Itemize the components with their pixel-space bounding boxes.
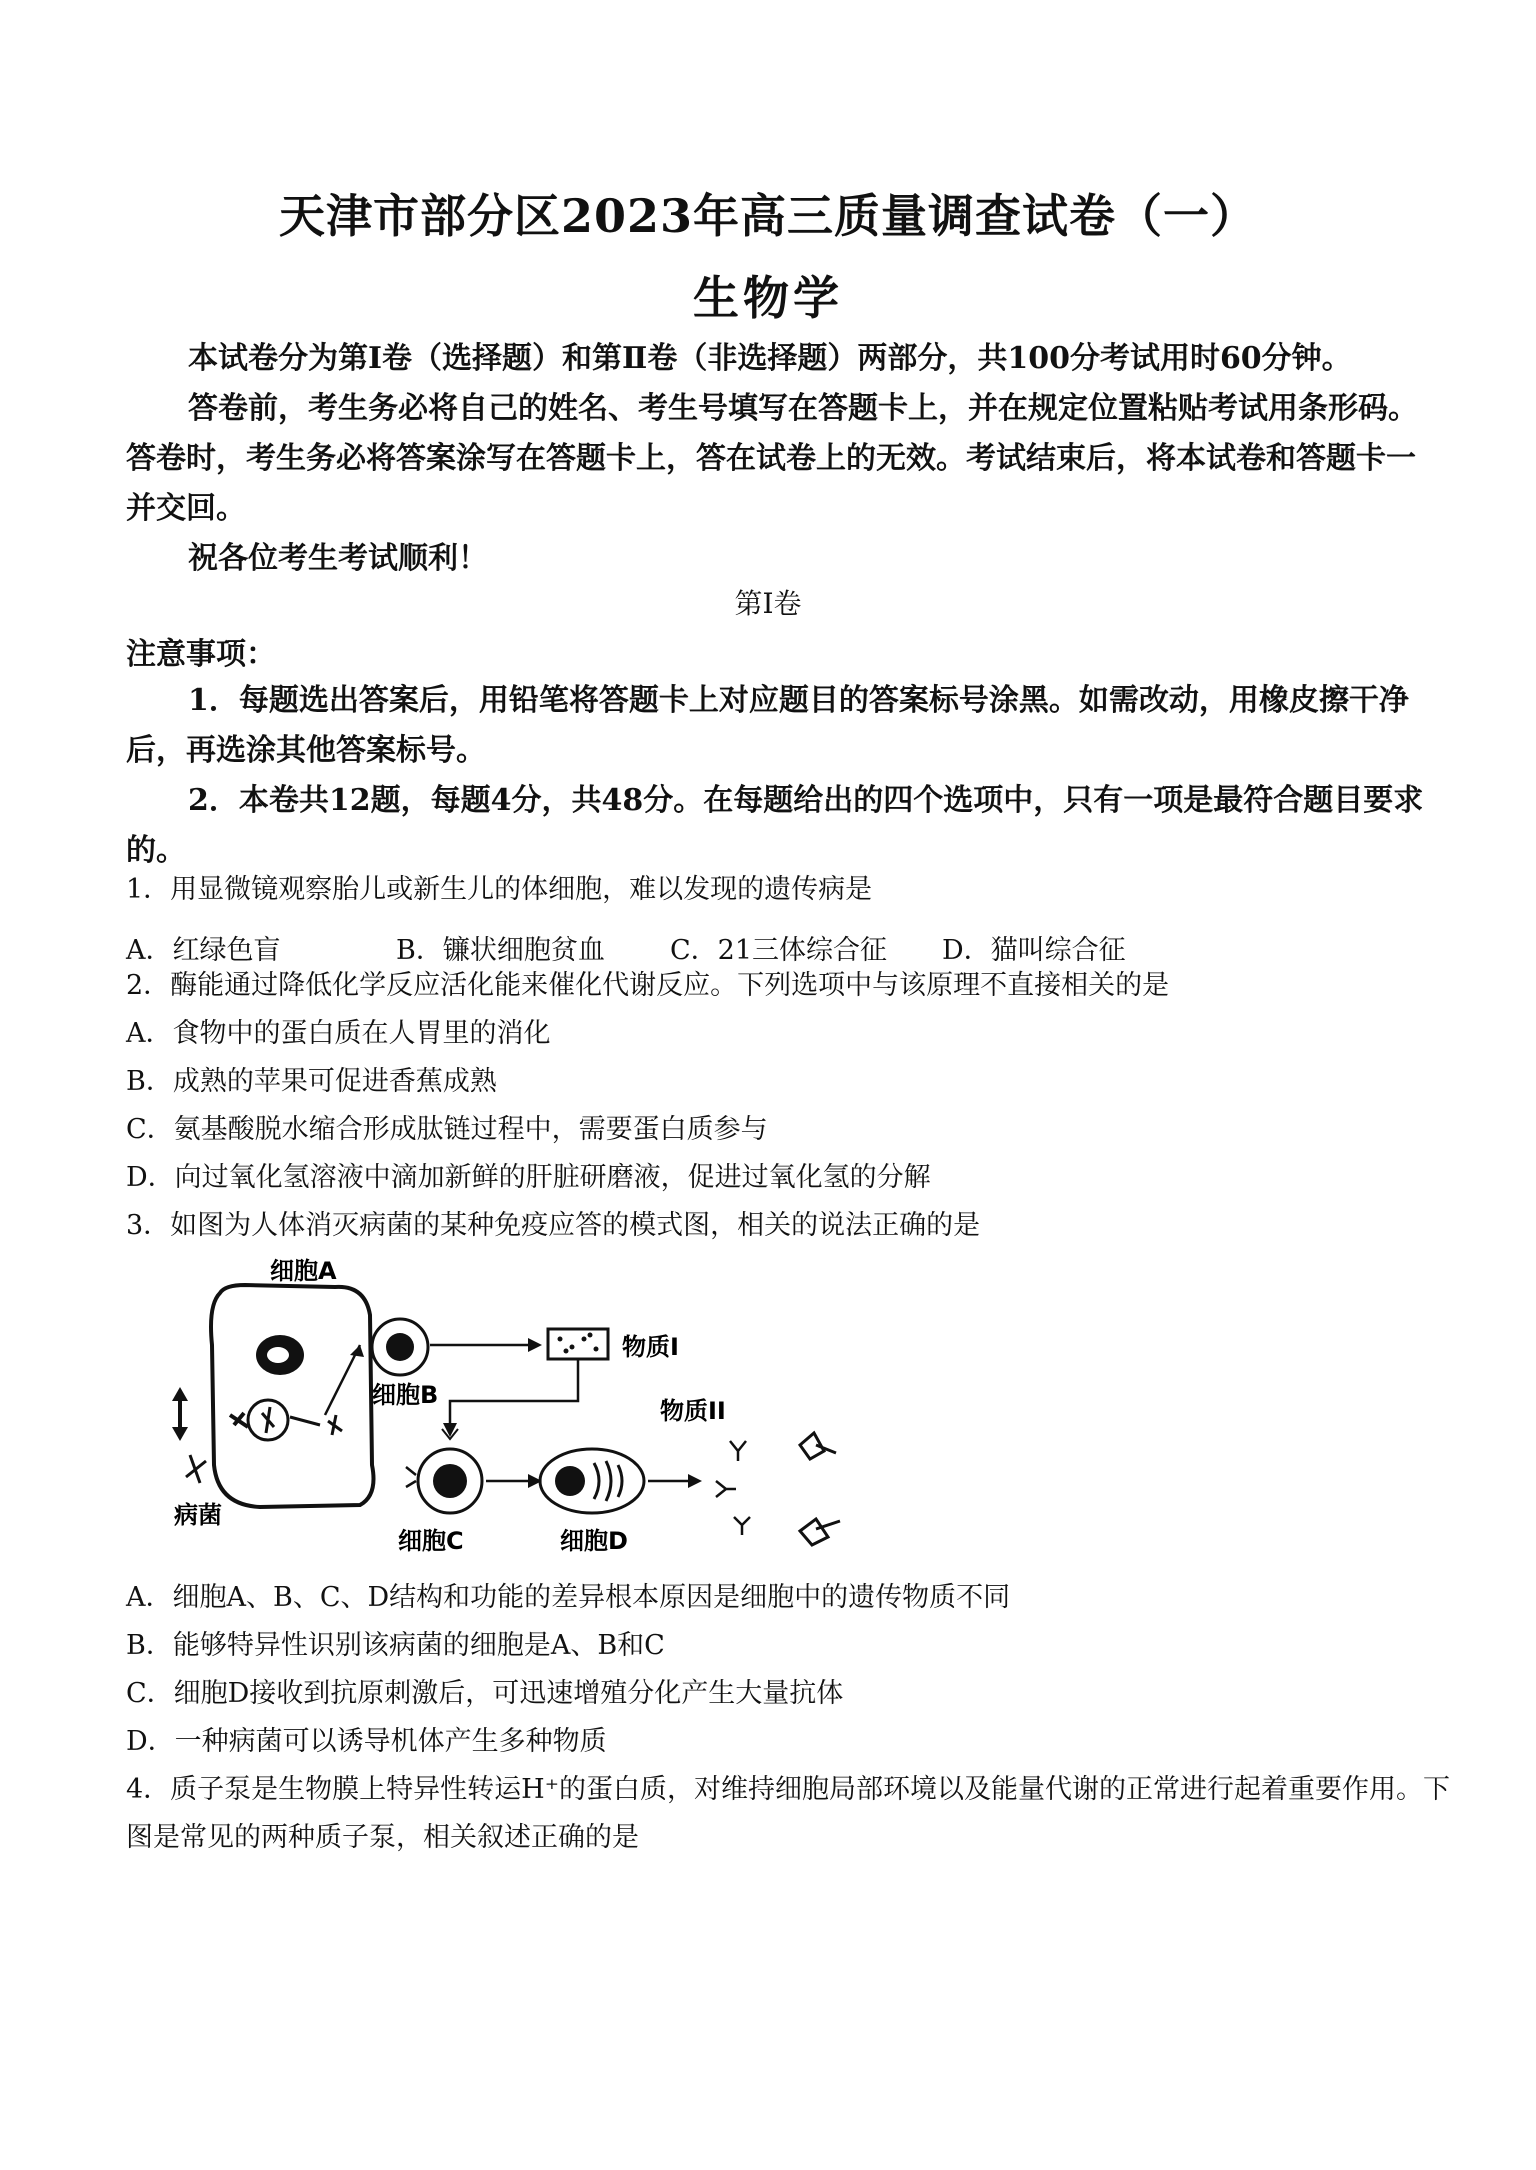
antibody-icon-1: [730, 1441, 746, 1461]
immune-response-diagram: [160, 1255, 920, 1565]
q2-option-a: A．食物中的蛋白质在人胃里的消化: [126, 1018, 551, 1049]
digested-pathogen-icon: [262, 1407, 274, 1433]
cell-c-label: 细胞C: [398, 1527, 464, 1555]
intro-paragraph-1: 本试卷分为第Ⅰ卷（选择题）和第Ⅱ卷（非选择题）两部分，共100分考试用时60分钟。: [188, 341, 1352, 376]
subject-title: 生物学: [693, 271, 843, 325]
pathogen-icon: [186, 1455, 206, 1483]
exam-title: 天津市部分区2023年高三质量调查试卷（一）: [278, 189, 1258, 243]
q2-option-c: C．氨基酸脱水缩合形成肽链过程中，需要蛋白质参与: [126, 1114, 768, 1145]
q1-option-b: B．镰状细胞贫血: [396, 935, 605, 966]
antigen-antibody-complex-2: [800, 1519, 840, 1545]
section-label: 第Ⅰ卷: [734, 587, 802, 620]
antigen-antibody-complex-1: [800, 1433, 836, 1459]
substance-1-label: 物质Ⅰ: [622, 1333, 679, 1361]
antigen-presented-icon: [328, 1415, 342, 1435]
cell-b-label: 细胞B: [372, 1381, 439, 1409]
intro-paragraph-2: 答卷前，考生务必将自己的姓名、考生号填写在答题卡上，并在规定位置粘贴考试用条形码。答卷时，考生务必将答案涂写在答题卡上，答在试卷上的无效。考试结束后，将本试卷和答题卡一并交回。: [126, 391, 1418, 526]
q3-option-c: C．细胞D接收到抗原刺激后，可迅速增殖分化产生大量抗体: [126, 1678, 844, 1709]
antibody-icon-2: [716, 1481, 736, 1497]
cell-d-er: [594, 1461, 622, 1501]
pathogen-entering-icon: [230, 1413, 248, 1427]
cell-d-label: 细胞D: [560, 1527, 628, 1555]
cell-a-label: 细胞A: [270, 1257, 337, 1285]
question-4-stem: 4．质子泵是生物膜上特异性转运H⁺的蛋白质，对维持细胞局部环境以及能量代谢的正常进行起着重要作用。下图是常见的两种质子泵，相关叙述正确的是: [126, 1774, 1450, 1853]
notice-1: 1．每题选出答案后，用铅笔将答题卡上对应题目的答案标号涂黑。如需改动，用橡皮擦干净后，再选涂其他答案标号。: [126, 683, 1409, 768]
notice-title: 注意事项：: [126, 637, 276, 672]
q1-option-c: C．21三体综合征: [670, 935, 888, 966]
q2-option-b: B．成熟的苹果可促进香蕉成熟: [126, 1066, 497, 1097]
cell-c-receptors: [406, 1467, 416, 1487]
q3-option-b: B．能够特异性识别该病菌的细胞是A、B和C: [126, 1630, 665, 1661]
substance-1-box: [548, 1329, 608, 1359]
intro-paragraph-3: 祝各位考生考试顺利！: [188, 541, 488, 576]
vesicle-arrow: [290, 1417, 320, 1425]
cell-d-nucleus: [555, 1466, 585, 1496]
q2-option-d: D．向过氧化氢溶液中滴加新鲜的肝脏研磨液，促进过氧化氢的分解: [126, 1162, 931, 1193]
antibody-icon-3: [734, 1517, 750, 1535]
cell-a-outline: [211, 1285, 374, 1507]
question-2-stem: 2．酶能通过降低化学反应活化能来催化代谢反应。下列选项中与该原理不直接相关的是: [126, 970, 1170, 1001]
question-1-stem: 1．用显微镜观察胎儿或新生儿的体细胞，难以发现的遗传病是: [126, 874, 873, 905]
q1-option-d: D．猫叫综合征: [942, 935, 1126, 966]
q1-option-a: A．红绿色盲: [126, 935, 281, 966]
notice-2: 2．本卷共12题，每题4分，共48分。在每题给出的四个选项中，只有一项是最符合题目要求的。: [126, 783, 1424, 868]
q3-option-a: A．细胞A、B、C、D结构和功能的差异根本原因是细胞中的遗传物质不同: [126, 1582, 1011, 1613]
q3-option-d: D．一种病菌可以诱导机体产生多种物质: [126, 1726, 607, 1757]
cell-b-nucleus: [386, 1333, 414, 1361]
cell-c-nucleus: [433, 1464, 467, 1498]
question-3-stem: 3．如图为人体消灭病菌的某种免疫应答的模式图，相关的说法正确的是: [126, 1210, 981, 1241]
substance-1-connector: [450, 1359, 578, 1427]
pathogen-label: 病菌: [174, 1501, 222, 1529]
substance-2-label: 物质ⅠI: [660, 1397, 726, 1425]
cell-a-nucleus-center: [267, 1347, 289, 1363]
